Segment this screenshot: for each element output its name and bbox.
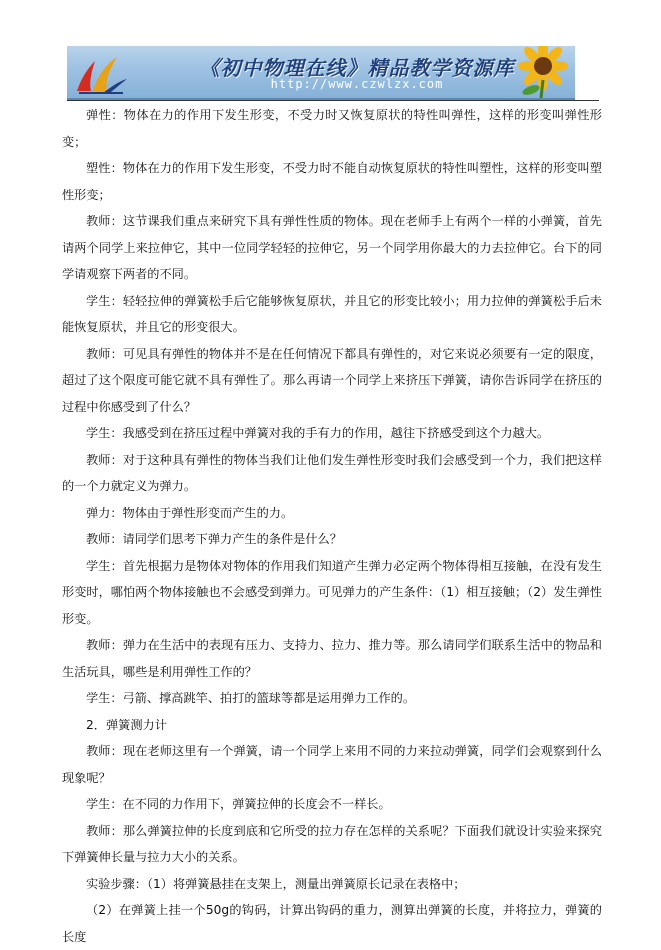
banner-url: http://www.czwlzx.com	[270, 77, 444, 91]
paragraph: 教师：现在老师这里有一个弹簧，请一个同学上来用不同的力来拉动弹簧，同学们会观察到什么现象呢？	[62, 744, 602, 785]
banner-title: 《初中物理在线》精品教学资源库	[199, 56, 515, 80]
document-body	[62, 102, 602, 950]
paragraph: 弹性：物体在力的作用下发生形变，不受力时又恢复原状的特性叫弹性，这样的形变叫弹性形变；	[62, 108, 602, 149]
header-rule	[67, 100, 599, 101]
paragraph: 教师：请同学们思考下弹力产生的条件是什么？	[86, 532, 342, 546]
site-logo	[73, 51, 129, 95]
paragraph: 学生：轻轻拉伸的弹簧松手后它能够恢复原状，并且它的形变比较小；用力拉伸的弹簧松手后未能恢复原状，并且它的形变很大。	[62, 293, 602, 334]
paragraph: （2）在弹簧上挂一个50g的钩码，计算出钩码的重力，测算出弹簧的长度，并将拉力，弹簧的长度	[62, 903, 602, 944]
paragraph: 教师：可见具有弹性的物体并不是在任何情况下都具有弹性的，对它来说必须要有一定的限度，超过了这个限度可能它就不具有弹性了。那么再请一个同学上来挤压下弹簧，请你告诉同学在挤压的过程中你感受到了什么？	[62, 346, 602, 414]
section-heading: 2．弹簧测力计	[86, 717, 167, 732]
paragraph: 弹力：物体由于弹性形变而产生的力。	[86, 505, 294, 520]
paragraph: 教师：对于这种具有弹性的物体当我们让他们发生弹性形变时我们会感受到一个力，我们把这样的一个力就定义为弹力。	[62, 452, 602, 493]
sunflower-icon	[503, 46, 573, 98]
paragraph: 学生：我感受到在挤压过程中弹簧对我的手有力的作用，越往下挤感受到这个力越大。	[86, 426, 550, 440]
paragraph: 教师：那么弹簧拉伸的长度到底和它所受的拉力存在怎样的关系呢？下面我们就设计实验来探究下弹簧伸长量与拉力大小的关系。	[62, 823, 602, 864]
paragraph: 学生：弓箭、撑高跳竿、拍打的篮球等都是运用弹力工作的。	[86, 691, 416, 705]
paragraph: 学生：在不同的力作用下，弹簧拉伸的长度会不一样长。	[86, 797, 391, 811]
header-banner	[67, 46, 575, 100]
paragraph: 学生：首先根据力是物体对物体的作用我们知道产生弹力必定两个物体得相互接触，在没有发生形变时，哪怕两个物体接触也不会感受到弹力。可见弹力的产生条件：（1）相互接触；（2）发生弹性形变。	[62, 558, 602, 626]
paragraph: 教师：弹力在生活中的表现有压力、支持力、拉力、推力等。那么请同学们联系生活中的物品和生活玩具，哪些是利用弹性工作的？	[62, 638, 602, 679]
paragraph: 实验步骤：（1）将弹簧悬挂在支架上，测量出弹簧原长记录在表格中；	[86, 876, 466, 891]
paragraph: 塑性：物体在力的作用下发生形变，不受力时不能自动恢复原状的特性叫塑性，这样的形变叫塑性形变；	[62, 161, 602, 202]
paragraph: 教师：这节课我们重点来研究下具有弹性性质的物体。现在老师手上有两个一样的小弹簧，首先请两个同学上来拉伸它，其中一位同学轻轻的拉伸它，另一个同学用你最大的力去拉伸它。台下的同学请观察下两者的不同。	[62, 214, 602, 281]
